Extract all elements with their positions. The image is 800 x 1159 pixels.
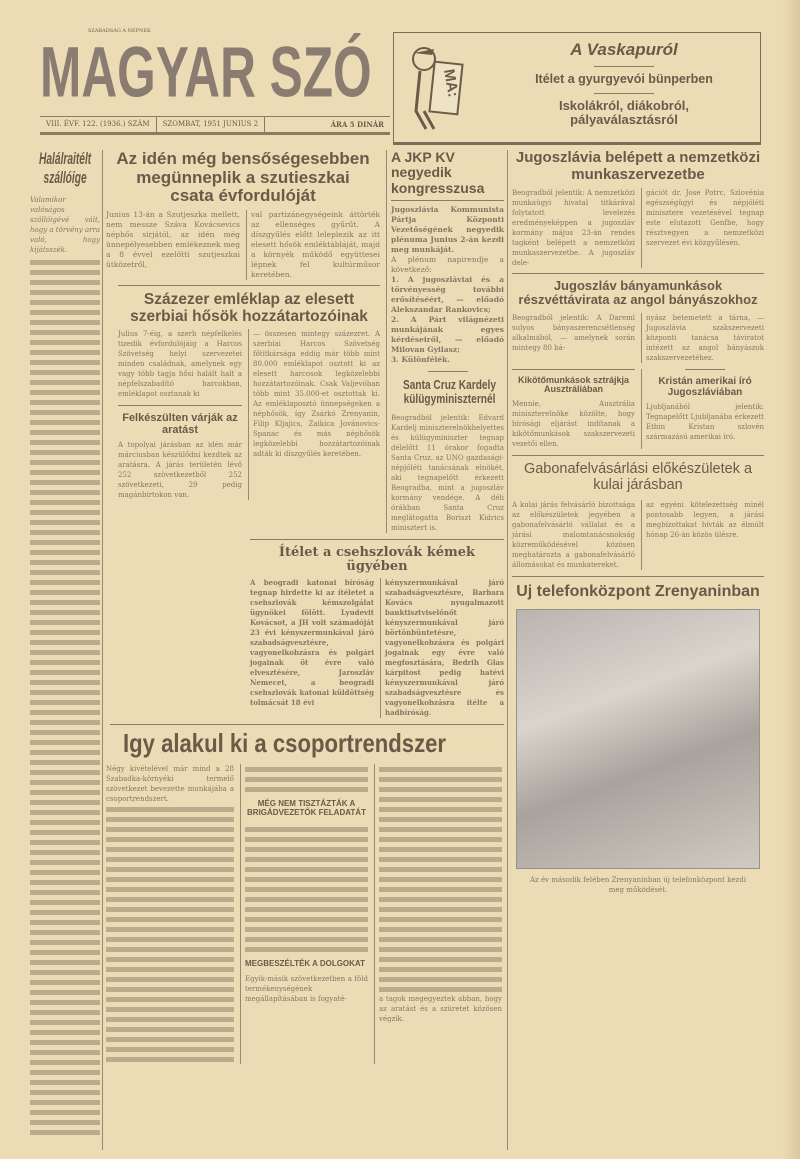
issue-price: ÁRA 5 DINÁR [330, 120, 384, 129]
article-text: — összesen mintegy százezret. A szerbiai Harcos Szövetség főtitkársága eddig már több mint 80.000 emléklapot osztott ki az elesett harcosok legközelebbi hozzátartozóinak. Csak Valjevóban több mint 35.000-et osztottak ki. Az emléklaposztó ünnepségeken a néphősök, így Zsárkó Zrenyanin, Filip Kljajics, Zaikica Jovánovics-Spanac és más néphősök legközelebbi hozzátartozóinak adták ki díszgyűlés keretében. [248, 329, 380, 500]
article-halalraitelt [30, 150, 100, 1137]
subheading: MÉG NEM TISZTÁZTÁK A BRIGÁDVEZETŐK FELADATÁT [247, 798, 366, 817]
article-text: Julius 7-éig, a szerb népfelkelés tizedik évfordulójáig a Harcos Szövetség helyi szervezetei minden családnak, amelynek egy vagy több tagja hősi halált halt a népfelszabadító harcokban, emléklapot osztanak ki [118, 330, 242, 399]
article-text: Beogradból jelentik: A nemzetközi munkaügyi hivatal titkárával folytatott levelezés eredményeképpen a jugoszláv kormány május 23-án rendes tagként belépett a nemzetközi munkaszervezetbe. A jugoszláv dele- [512, 189, 635, 267]
article-text: Mennie, Ausztrália miniszterelnöke közölte, hogy bírósági eljárást indítanak a kikötőmunkások szakszervezeti vezetői ellen. [512, 400, 635, 449]
article-text: Egyik-másik szövetkezetben a föld termékenységének megállapításában is fogyaté- [245, 975, 368, 1004]
headline[interactable]: Az idén még bensőségesebben megünneplik a szutieszkai csata évfordulóját [116, 149, 370, 206]
article-text: val partizánegységeink áttörték az ellenséges gyűrűt. A díszgyűlés előtt leleplezik az itt elesett hősök emléktábláját, majd a környék működő együttesei lépnek fel kultúrműsor keretében. [246, 210, 380, 280]
article-text: kényszermunkával járó szabadságvesztésre, Barbara Kovács nyugalmazott banktisztviselőnőt kényszermunkával járó börtönbüntetésre, vagyonelkobzásra és polgári jogainak egy évre való megfosztására, Bedrih Glas kárpitost pedig hatévi kényszermunkával járó szabadságvesztésre és vagyonelkobzásra ítélte a hadbíróság. [380, 578, 504, 718]
article-text: Beogradból jelentik: Edvard Kardelj miniszterelnökhelyettes és külügyminiszter tegnap délelőtt 11 órakor fogadta Santa Cruz, az UNO gazdasági-népjóléti tanácsának elnökét, aki tegnapelőtt érkezett Beogradba, mint a jugoszláv kormány vendége. A déli órákban Santa Cruz meglátogatta Boriszt Kidrics minisztert is. [391, 413, 504, 532]
article-kikotomunkasok [512, 369, 635, 450]
issue-date: SZOMBAT, 1951 JUNIUS 2 [157, 117, 265, 132]
article-gabonafelvasarlas [512, 455, 764, 570]
article-text: Beogradból jelentik: A Dareml sulyos bányaszerencsétlenség alkalmából, — amelynek során mintegy 80 bá- [512, 313, 635, 352]
article-emleklap [106, 291, 380, 500]
article-text: A beogradi katonai bíróság tegnap hirdette ki az ítéletet a csehszlovák kémszolgálat ügynökei fölött. Lyudevit Kovácsot, a JH volt számadóját 23 évi kényszermunkával járó szabadságvesztésre, vagyonelkobzásra és polgári jogainak öt évre való elvesztésére, Jaroszláv Nemecet, a beogradi csehszlovák katonai küldöttség tolmácsát 18 évi [250, 578, 374, 708]
article-text: nyász betemetett a tárna, — Jugoszlávia szakszervezeti központi tanácsa táviratot intézett az angol bányászok szakszervezetéhez. [641, 313, 764, 363]
article-banyamunkasok [512, 279, 764, 363]
article-text: Jugoszlávia Kommunista Pártja Központi Vezetőségének negyedik plénuma Junius 2-án kezdi meg munkáját. [391, 205, 504, 255]
issue-bar [40, 116, 390, 135]
masthead-top-line: SZABADSÁG A NÉPNEK [88, 28, 151, 34]
agenda-item: 2. A Párt világnézeti munkájának egyes kérdéseiről, — előadó Milovan Gyilasz; [391, 315, 504, 355]
headline[interactable]: Százezer emléklap az elesett szerbiai hősök hozzátartozóinak [130, 291, 368, 326]
promo-item[interactable]: Iskolákról, diákobról, pályaválasztásról [558, 98, 690, 128]
headline[interactable]: A JKP KV negyedik kongresszusa [391, 149, 485, 196]
headline[interactable]: Ítélet a csehszlovák kémek ügyében [278, 544, 476, 575]
article-telefonkozpont [512, 583, 764, 895]
agenda-item: 3. Különfélék. [391, 355, 450, 365]
headline[interactable]: Uj telefonközpont Zrenyaninban [516, 583, 760, 601]
article-text: az egyéni kötelezettség minél pontosabb legyen, a járási megbízottakat hívták az élmúlt hónap 26-án közös ülésre. [641, 500, 764, 570]
article-jkp-kongresszus [391, 150, 504, 372]
page-edge [782, 0, 800, 1159]
headline[interactable]: Santa Cruz Kardely külügyminiszternél [403, 377, 496, 407]
article-lead: Valamikor valóságos szállóigévé vált, hogy a törvény arra való, hogy kijátsszék. [30, 196, 100, 255]
headline[interactable]: Felkészülten várják az aratást [122, 412, 238, 437]
promo-item[interactable]: A Vaskapuról [570, 40, 678, 59]
headline[interactable]: Igy alakul ki a csoportrendszer [123, 728, 447, 759]
middle-section [106, 150, 504, 1064]
article-csehszlovak-kemek [250, 539, 504, 719]
article-text: a tagok megegyeztek abban, hogy az aratást és a szüretet közösen végzik. [379, 994, 502, 1023]
subheading: MEGBESZÉLTÉK A DOLGOKAT [245, 958, 365, 968]
article-text: Junius 13-án a Szutjeszka mellett, nem messze Száva Kovácsevics néphős sirjától, az idén még ünnepélyesebben emlékeznek meg a 8 évvel ezelőtti szutjeszkai ütközetről, [106, 210, 240, 270]
promo-box [393, 32, 761, 145]
photo-caption: Az év második felében Zrenyaninban új telefonközpont kezdi meg működését. [530, 875, 746, 894]
article-text: A topolyai járásban az idén már márciusban készülődni kezdtek az aratásra. A járás területén lévő 252 szövetkezetből 252 szövetkezeti, 29 pedig magánbirtokon van. [118, 441, 242, 500]
headline[interactable]: Jugoszláv bányamunkások részvéttávirata az angol bányászokhoz [518, 278, 758, 308]
masthead-title: MAGYAR SZÓ [40, 33, 372, 113]
article-text: gációt dr. Jose Potrc, Szlovénia egészségügyi és népjóléti minisztere vezetésével tegnap este elutazott Genfbe, hogy résztvegyen a nemzetközi szervezet évi közgyűlésén. [641, 188, 764, 268]
promo-badge: MA: [440, 67, 462, 99]
article-csoportrendszer [106, 729, 504, 1064]
article-szutieszka [106, 150, 380, 280]
issue-number: VIII. ÉVF. 122. (1936.) SZÁM [40, 117, 157, 132]
article-santa-cruz [391, 378, 504, 533]
headline[interactable]: Kikötőmunkások sztrájkja Ausztráliában [517, 374, 630, 395]
telephone-exchange-photo [516, 609, 760, 869]
promo-item[interactable]: Itélet a gyurgyevói bünperben [535, 72, 713, 86]
article-text: Ljubljanából jelentik: Tegnapelőtt Ljubljanába érkezett Etbin Kristan szlovén származású amerikai író. [646, 402, 764, 441]
agenda-item: 1. A jugoszláviai és a törvényesség további erősítéséért, — előadó Alekszandar Rankovics; [391, 275, 504, 315]
right-section [512, 150, 764, 895]
headline[interactable]: Jugoszlávia belépett a nemzetközi munkaszervezetbe [515, 149, 761, 183]
article-text: Négy kivételével már mind a 28 Szabadka-környéki termelő szövetkezet bevezette munkájába a csoportrendszert. [106, 764, 234, 803]
headline[interactable]: Gabonafelvásárlási előkészületek a kulai járásban [523, 461, 753, 494]
headline[interactable]: Halálraitélt szállóige [39, 149, 92, 187]
headline[interactable]: Kristán amerikai író Jugoszláviában [658, 375, 752, 398]
article-kristan [641, 369, 764, 450]
article-aratas [118, 405, 242, 500]
article-text: A kulai járás felvásárló bizottsága az előkészületek jegyében a gabonafelvásárló vállalat és a járási malomtanácsnokság közreműködésével közösen meghatározta a gabonafelvásárló állomásokat és munkatereket. [512, 501, 635, 570]
agenda-item: A plénum napirendje a következő: [391, 255, 504, 275]
article-munkaszervezet [512, 150, 764, 268]
